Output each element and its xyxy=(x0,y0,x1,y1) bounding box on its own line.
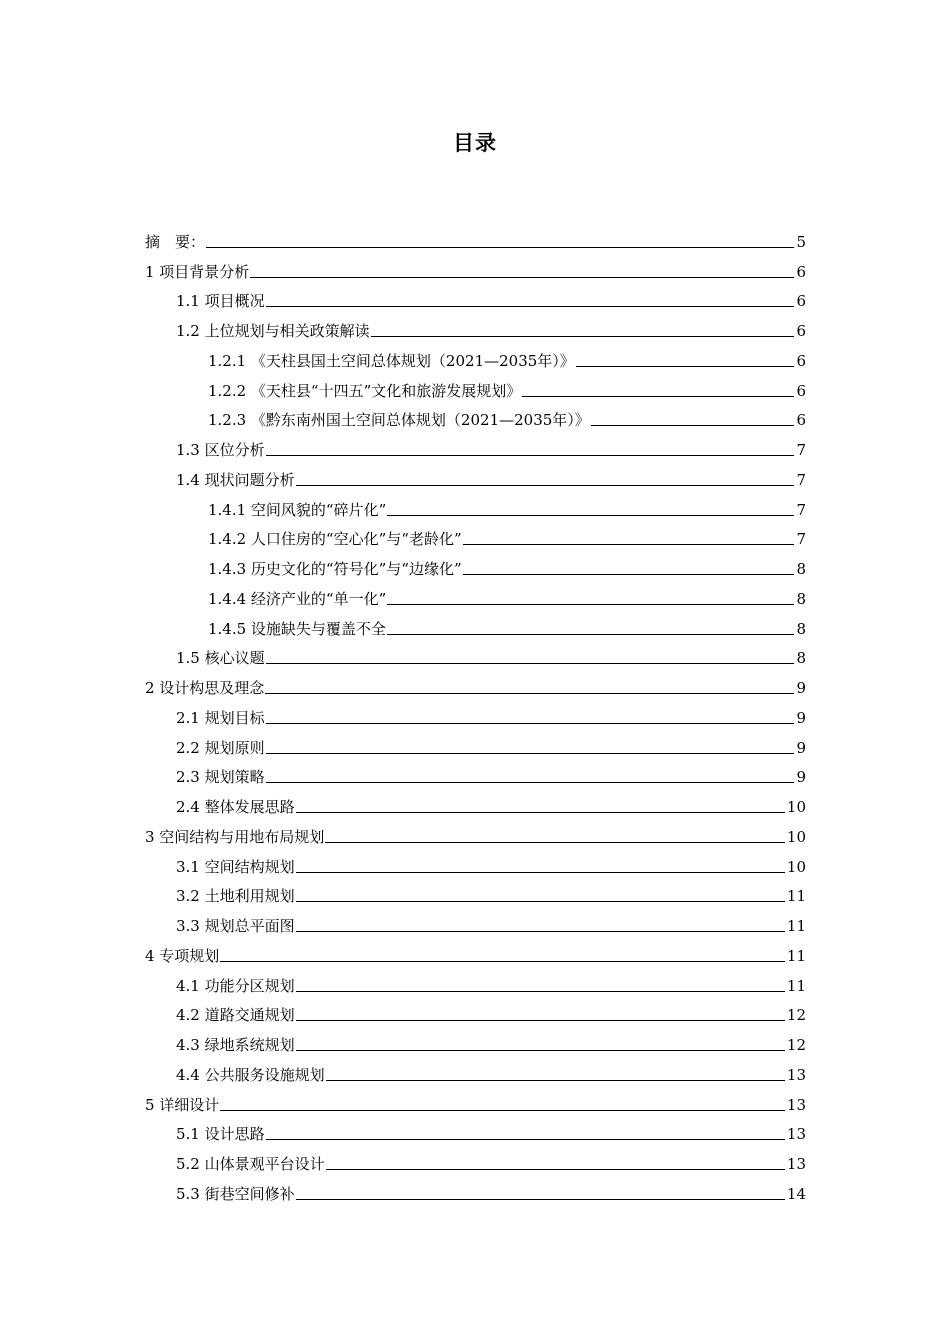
toc-leader-line xyxy=(576,366,795,367)
toc-entry[interactable] xyxy=(0,880,950,910)
toc-entry[interactable] xyxy=(0,1088,950,1118)
toc-entry-title: 5.3 街巷空间修补 xyxy=(176,1184,295,1203)
toc-entry-title: 1.2.1 《天柱县国土空间总体规划（2021—2035年）》 xyxy=(208,351,575,370)
toc-entry-title: 2 设计构思及理念 xyxy=(145,679,265,697)
toc-leader-line xyxy=(387,634,795,635)
toc-entry-title: 2.3 规划策略 xyxy=(176,768,265,787)
toc-page-number: 12 xyxy=(786,1036,806,1054)
toc-entry[interactable] xyxy=(0,523,950,553)
toc-page-number: 9 xyxy=(796,768,806,787)
toc-entry-title: 3 空间结构与用地布局规划 xyxy=(145,827,325,846)
toc-entry[interactable] xyxy=(0,969,950,999)
toc-page-number: 9 xyxy=(796,679,806,697)
toc-entry[interactable] xyxy=(0,374,950,404)
toc-entry[interactable] xyxy=(0,433,950,463)
table-of-contents xyxy=(0,225,950,1207)
toc-page-number: 11 xyxy=(786,887,806,906)
toc-page-number: 7 xyxy=(796,500,806,519)
toc-page-number: 6 xyxy=(796,322,806,340)
toc-page-number: 10 xyxy=(786,857,806,876)
toc-entry[interactable] xyxy=(0,463,950,493)
toc-entry[interactable] xyxy=(0,1118,950,1148)
toc-entry-title: 1.1 项目概况 xyxy=(176,292,265,311)
toc-leader-line xyxy=(296,485,795,486)
toc-leader-line xyxy=(296,931,785,932)
toc-entry[interactable] xyxy=(0,642,950,672)
toc-entry[interactable] xyxy=(0,344,950,374)
toc-entry-title: 摘 要： xyxy=(145,232,206,251)
toc-leader-line xyxy=(325,842,785,843)
toc-entry-title: 1.4.4 经济产业的“单一化” xyxy=(208,589,387,608)
toc-entry-title: 1.4.2 人口住房的“空心化”与“老龄化” xyxy=(208,530,462,549)
toc-leader-line xyxy=(326,1169,785,1170)
toc-page-number: 6 xyxy=(796,411,806,430)
toc-entry-title: 1.3 区位分析 xyxy=(176,441,265,459)
toc-leader-line xyxy=(296,1020,785,1021)
toc-entry[interactable] xyxy=(0,671,950,701)
toc-page-number: 13 xyxy=(786,1095,806,1114)
toc-entry-title: 3.1 空间结构规划 xyxy=(176,857,295,876)
toc-entry[interactable] xyxy=(0,552,950,582)
toc-page-number: 11 xyxy=(786,917,806,935)
toc-entry[interactable] xyxy=(0,493,950,523)
toc-entry-title: 5.2 山体景观平台设计 xyxy=(176,1155,325,1173)
toc-page-number: 8 xyxy=(796,649,806,668)
toc-page-number: 12 xyxy=(786,1006,806,1025)
toc-leader-line xyxy=(387,515,794,516)
toc-leader-line xyxy=(387,604,794,605)
toc-leader-line xyxy=(296,991,785,992)
toc-entry-title: 5.1 设计思路 xyxy=(176,1125,265,1144)
toc-entry-title: 1.2.2 《天柱县“十四五”文化和旅游发展规划》 xyxy=(208,381,522,400)
toc-entry-title: 4.1 功能分区规划 xyxy=(176,976,295,995)
toc-entry[interactable] xyxy=(0,909,950,939)
toc-page-number: 7 xyxy=(796,441,806,459)
toc-leader-line xyxy=(296,1199,785,1200)
toc-entry[interactable] xyxy=(0,1177,950,1207)
toc-leader-line xyxy=(591,425,795,426)
toc-entry[interactable] xyxy=(0,790,950,820)
toc-page-number: 9 xyxy=(796,708,806,727)
toc-leader-line xyxy=(266,753,795,754)
toc-leader-line xyxy=(463,544,795,545)
toc-page-number: 10 xyxy=(786,798,806,816)
toc-entry[interactable] xyxy=(0,582,950,612)
toc-leader-line xyxy=(296,1050,785,1051)
toc-entry[interactable] xyxy=(0,850,950,880)
toc-page-number: 7 xyxy=(796,470,806,489)
toc-entry[interactable] xyxy=(0,939,950,969)
toc-entry-title: 2.1 规划目标 xyxy=(176,708,265,727)
toc-leader-line xyxy=(266,723,795,724)
toc-page-number: 11 xyxy=(786,976,806,995)
toc-entry[interactable] xyxy=(0,255,950,285)
toc-leader-line xyxy=(265,693,794,694)
toc-entry[interactable] xyxy=(0,761,950,791)
toc-entry-title: 1.4.5 设施缺失与覆盖不全 xyxy=(208,619,386,638)
toc-entry-title: 4.4 公共服务设施规划 xyxy=(176,1065,325,1084)
toc-leader-line xyxy=(326,1080,785,1081)
toc-page-number: 6 xyxy=(796,351,806,370)
toc-entry-title: 1.2 上位规划与相关政策解读 xyxy=(176,322,370,340)
toc-leader-line xyxy=(266,306,795,307)
toc-page-number: 13 xyxy=(786,1125,806,1144)
toc-page-number: 5 xyxy=(796,232,806,251)
toc-entry[interactable] xyxy=(0,999,950,1029)
toc-page-number: 8 xyxy=(796,589,806,608)
toc-entry[interactable] xyxy=(0,1028,950,1058)
toc-entry[interactable] xyxy=(0,731,950,761)
toc-entry-title: 4 专项规划 xyxy=(145,946,220,965)
toc-leader-line xyxy=(266,1139,785,1140)
toc-page-number: 7 xyxy=(796,530,806,549)
toc-leader-line xyxy=(206,247,794,248)
toc-entry-title: 4.3 绿地系统规划 xyxy=(176,1036,295,1054)
toc-page-number: 14 xyxy=(786,1184,806,1203)
toc-entry-title: 4.2 道路交通规划 xyxy=(176,1006,295,1025)
toc-entry-title: 1.4 现状问题分析 xyxy=(176,470,295,489)
toc-entry[interactable] xyxy=(0,285,950,315)
toc-page-number: 13 xyxy=(786,1155,806,1173)
toc-entry[interactable] xyxy=(0,1147,950,1177)
toc-leader-line xyxy=(220,1110,785,1111)
toc-page-number: 9 xyxy=(796,738,806,757)
toc-entry[interactable] xyxy=(0,314,950,344)
toc-leader-line xyxy=(250,277,794,278)
toc-page-number: 8 xyxy=(796,560,806,578)
toc-entry-title: 1.5 核心议题 xyxy=(176,649,265,668)
toc-entry-title: 1 项目背景分析 xyxy=(145,262,250,281)
toc-page-number: 8 xyxy=(796,619,806,638)
toc-page-number: 10 xyxy=(786,827,806,846)
toc-entry[interactable] xyxy=(0,1058,950,1088)
toc-entry-title: 1.4.3 历史文化的“符号化”与“边缘化” xyxy=(208,560,462,578)
toc-leader-line xyxy=(371,336,795,337)
toc-entry-title: 2.4 整体发展思路 xyxy=(176,798,295,816)
toc-page-number: 6 xyxy=(796,292,806,311)
toc-leader-line xyxy=(266,455,795,456)
toc-page-number: 11 xyxy=(786,946,806,965)
toc-entry[interactable] xyxy=(0,701,950,731)
toc-leader-line xyxy=(463,574,795,575)
toc-entry-title: 1.2.3 《黔东南州国土空间总体规划（2021—2035年）》 xyxy=(208,411,590,430)
toc-entry-title: 2.2 规划原则 xyxy=(176,738,265,757)
toc-leader-line xyxy=(296,872,785,873)
page-title: 目录 xyxy=(453,131,497,155)
toc-entry[interactable] xyxy=(0,612,950,642)
toc-leader-line xyxy=(296,812,785,813)
toc-leader-line xyxy=(266,782,795,783)
toc-entry[interactable] xyxy=(0,225,950,255)
toc-leader-line xyxy=(220,961,785,962)
toc-page-number: 6 xyxy=(796,381,806,400)
toc-entry-title: 1.4.1 空间风貌的“碎片化” xyxy=(208,500,387,519)
toc-entry[interactable] xyxy=(0,404,950,434)
toc-entry-title: 3.2 土地利用规划 xyxy=(176,887,295,906)
toc-page-number: 13 xyxy=(786,1065,806,1084)
toc-entry[interactable] xyxy=(0,820,950,850)
toc-leader-line xyxy=(266,663,795,664)
toc-leader-line xyxy=(522,396,794,397)
toc-page-number: 6 xyxy=(796,262,806,281)
toc-leader-line xyxy=(296,901,785,902)
toc-entry-title: 5 详细设计 xyxy=(145,1095,220,1114)
toc-entry-title: 3.3 规划总平面图 xyxy=(176,917,295,935)
